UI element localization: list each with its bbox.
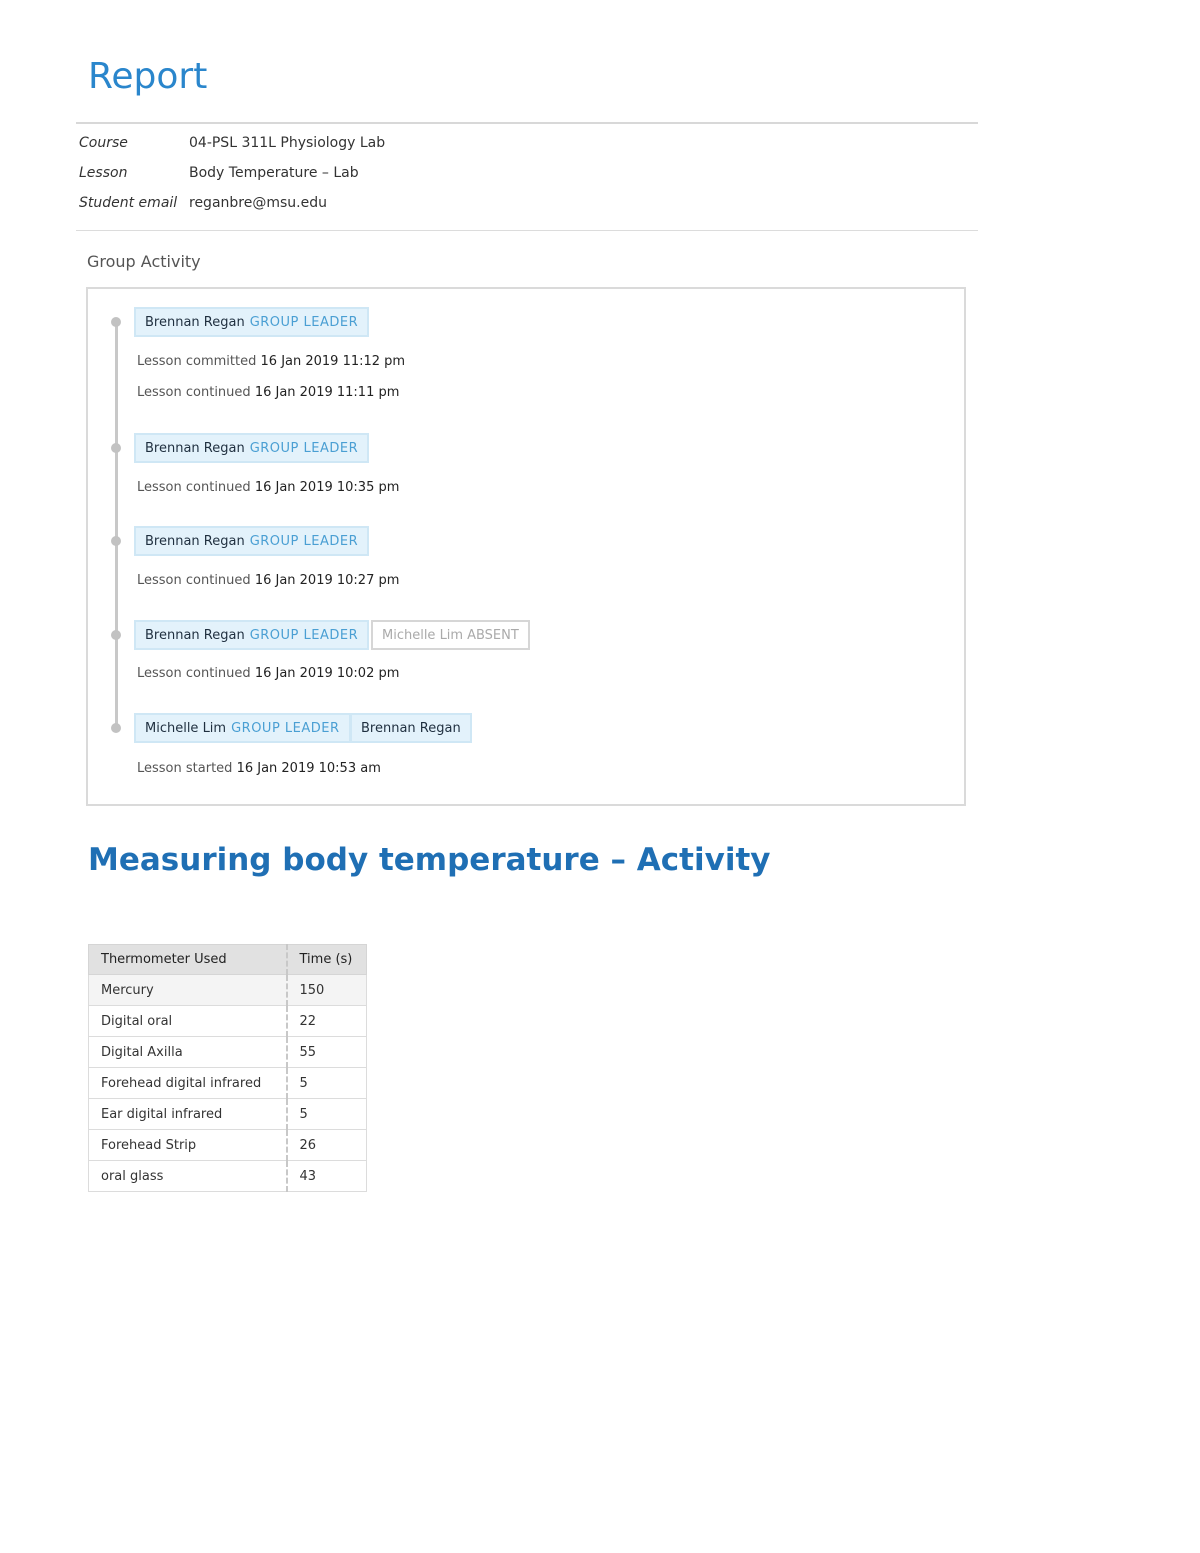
table-cell: 22 xyxy=(287,1006,367,1037)
table-cell: Mercury xyxy=(89,975,287,1006)
report-meta xyxy=(79,128,779,218)
timeline-event xyxy=(137,354,405,369)
meta-row-email xyxy=(79,188,779,218)
table-row xyxy=(89,1130,367,1161)
member-role: GROUP LEADER xyxy=(249,627,359,643)
member-status: ABSENT xyxy=(467,627,519,643)
member-name: Brennan Regan xyxy=(361,720,461,736)
timeline-event xyxy=(137,480,399,495)
timeline-dot xyxy=(111,443,121,453)
member-name: Michelle Lim xyxy=(145,720,227,736)
member-chip xyxy=(134,713,351,743)
event-action: Lesson started xyxy=(137,761,233,776)
lesson-label: Lesson xyxy=(79,165,128,181)
timeline-event xyxy=(137,385,399,400)
column-header: Time (s) xyxy=(287,945,367,975)
timeline-dot xyxy=(111,317,121,327)
event-time: 16 Jan 2019 10:53 am xyxy=(236,761,381,776)
timeline-line xyxy=(115,322,118,732)
table-row xyxy=(89,1068,367,1099)
table-cell: 150 xyxy=(287,975,367,1006)
meta-row-lesson xyxy=(79,158,779,188)
column-header: Thermometer Used xyxy=(89,945,287,975)
event-time: 16 Jan 2019 10:02 pm xyxy=(254,666,400,681)
course-label: Course xyxy=(79,135,128,151)
member-chip xyxy=(134,620,369,650)
timeline-event xyxy=(137,573,399,588)
member-name: Brennan Regan xyxy=(145,533,245,549)
event-time: 16 Jan 2019 10:35 pm xyxy=(254,480,400,495)
table-cell: Ear digital infrared xyxy=(89,1099,287,1130)
member-chip-absent xyxy=(371,620,530,650)
member-role: GROUP LEADER xyxy=(249,440,359,456)
member-role: GROUP LEADER xyxy=(231,720,340,736)
student-email-value: reganbre@msu.edu xyxy=(189,195,327,211)
table-cell: 43 xyxy=(287,1161,367,1192)
event-action: Lesson continued xyxy=(137,480,251,495)
table-row xyxy=(89,1006,367,1037)
event-time: 16 Jan 2019 10:27 pm xyxy=(254,573,400,588)
table-cell: Forehead Strip xyxy=(89,1130,287,1161)
event-action: Lesson continued xyxy=(137,385,251,400)
table-cell: 55 xyxy=(287,1037,367,1068)
event-action: Lesson continued xyxy=(137,666,251,681)
timeline-event xyxy=(137,761,381,776)
table-cell: 5 xyxy=(287,1068,367,1099)
table-cell: Digital Axilla xyxy=(89,1037,287,1068)
activity-title: Measuring body temperature – Activity xyxy=(88,842,771,878)
member-name: Brennan Regan xyxy=(145,627,245,643)
table-row xyxy=(89,1037,367,1068)
event-time: 16 Jan 2019 11:12 pm xyxy=(260,354,406,369)
results-table xyxy=(88,944,367,1192)
report-title: Report xyxy=(88,56,208,97)
lesson-value: Body Temperature – Lab xyxy=(189,165,359,181)
timeline-event xyxy=(137,666,399,681)
timeline-dot xyxy=(111,630,121,640)
table-cell: oral glass xyxy=(89,1161,287,1192)
member-role: GROUP LEADER xyxy=(249,533,359,549)
meta-row-course xyxy=(79,128,779,158)
member-role: GROUP LEADER xyxy=(249,314,359,330)
divider xyxy=(76,122,978,124)
timeline-dot xyxy=(111,723,121,733)
member-name: Brennan Regan xyxy=(145,314,245,330)
member-chip xyxy=(134,307,369,337)
member-chip xyxy=(134,433,369,463)
member-chip xyxy=(350,713,472,743)
event-action: Lesson continued xyxy=(137,573,251,588)
student-email-label: Student email xyxy=(79,195,178,211)
divider xyxy=(76,230,978,231)
table-cell: 26 xyxy=(287,1130,367,1161)
table-row xyxy=(89,975,367,1006)
table-header-row xyxy=(89,945,367,975)
table-cell: 5 xyxy=(287,1099,367,1130)
table-row xyxy=(89,1099,367,1130)
table-row xyxy=(89,1161,367,1192)
member-name: Michelle Lim xyxy=(382,627,464,643)
event-action: Lesson committed xyxy=(137,354,257,369)
timeline-dot xyxy=(111,536,121,546)
member-name: Brennan Regan xyxy=(145,440,245,456)
group-activity-heading: Group Activity xyxy=(87,252,201,271)
table-cell: Forehead digital infrared xyxy=(89,1068,287,1099)
member-chip xyxy=(134,526,369,556)
table-cell: Digital oral xyxy=(89,1006,287,1037)
event-time: 16 Jan 2019 11:11 pm xyxy=(254,385,400,400)
course-value: 04-PSL 311L Physiology Lab xyxy=(189,135,386,151)
